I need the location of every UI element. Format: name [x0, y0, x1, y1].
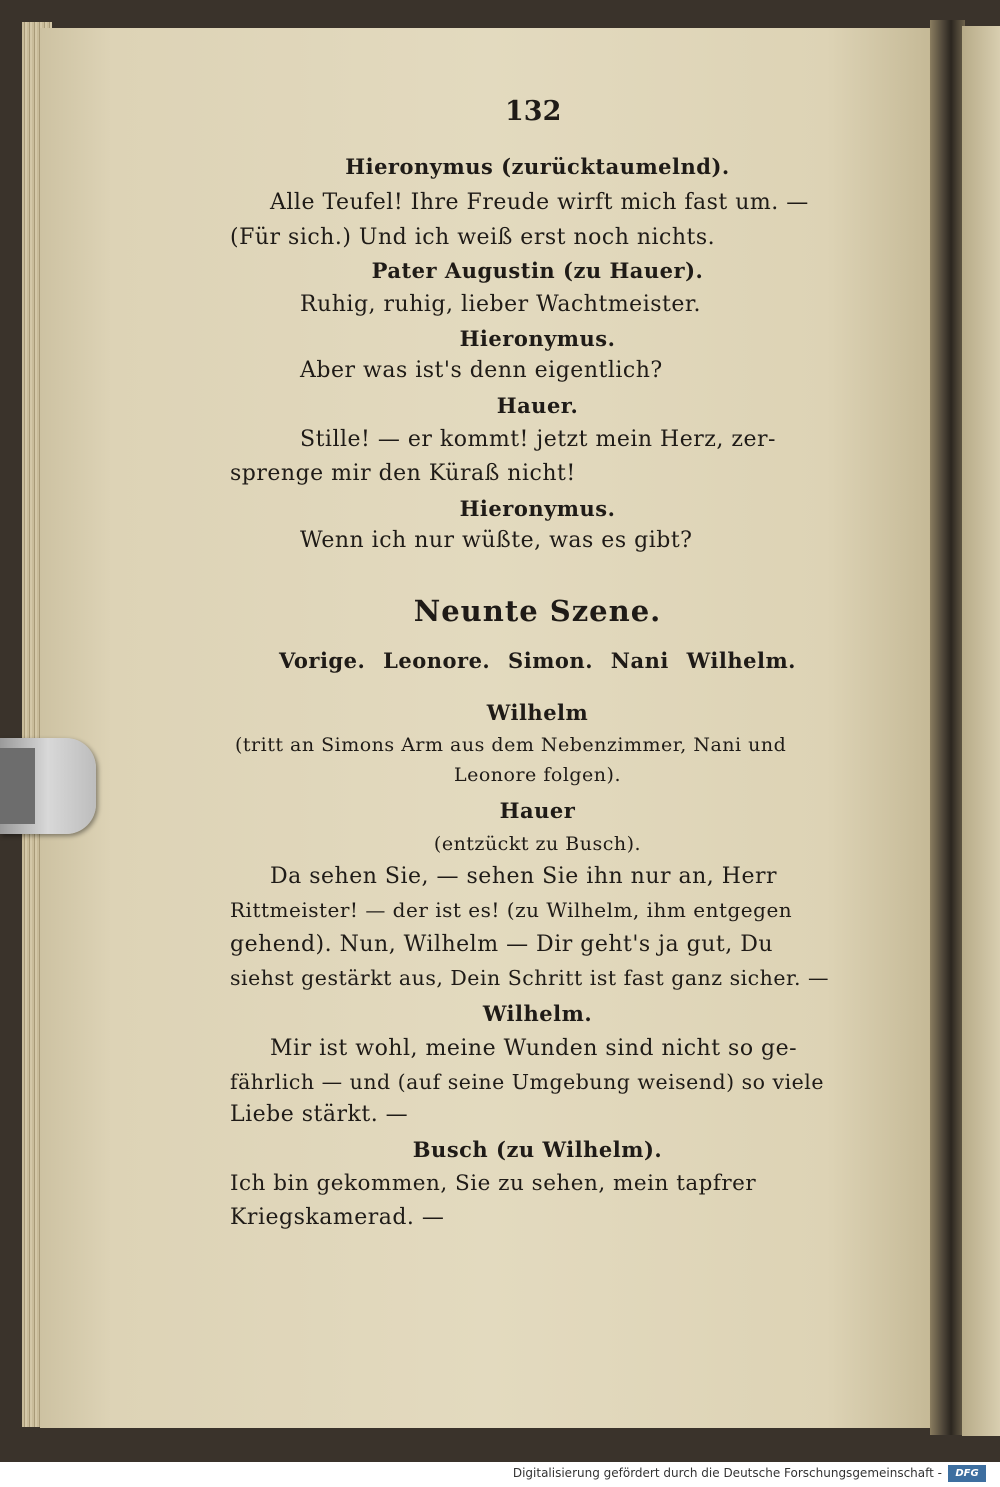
stage-direction: Leonore folgen).: [454, 764, 621, 786]
text-line: Aber was ist's denn eigentlich?: [300, 358, 663, 383]
text-line: Ruhig, ruhig, lieber Wachtmeister.: [300, 292, 701, 317]
text-line: Rittmeister! — der ist es! (zu Wilhelm, ihm entgegen: [230, 898, 793, 922]
speaker-line: Hauer.: [496, 393, 579, 418]
speaker-line: Busch (zu Wilhelm).: [412, 1137, 663, 1162]
page-clip: [0, 738, 96, 834]
text-line: sprenge mir den Küraß nicht!: [230, 461, 576, 486]
speaker-line: Hieronymus.: [459, 326, 616, 351]
text-line: Ich bin gekommen, Sie zu sehen, mein tapfrer: [230, 1171, 757, 1196]
text-line: Liebe stärkt. —: [230, 1102, 409, 1127]
speaker-line: Pater Augustin (zu Hauer).: [371, 258, 704, 283]
speaker-line: Wilhelm: [486, 700, 589, 725]
speaker-line: Hieronymus.: [459, 496, 616, 521]
text-line: Kriegskamerad. —: [230, 1205, 445, 1230]
speaker-line: Wilhelm.: [482, 1001, 593, 1026]
page-number: 132: [505, 96, 562, 127]
scene-roles: Vorige. Leonore. Simon. Nani Wilhelm.: [279, 648, 796, 673]
scene-heading: Neunte Szene.: [413, 594, 662, 628]
footer-credit: Digitalisierung gefördert durch die Deutsche Forschungsgemeinschaft -: [512, 1466, 942, 1480]
speaker-line: Hieronymus (zurücktaumelnd).: [345, 154, 730, 179]
book-gutter: [930, 20, 965, 1435]
text-line: Mir ist wohl, meine Wunden sind nicht so ge-: [270, 1036, 798, 1061]
text-line: siehst gestärkt aus, Dein Schritt ist fast ganz sicher. —: [230, 966, 830, 990]
stage-direction: (tritt an Simons Arm aus dem Nebenzimmer, Nani und: [235, 734, 787, 756]
footer-bar: [0, 1462, 1000, 1487]
speaker-line: Hauer: [499, 798, 576, 823]
page-text: [230, 0, 845, 1300]
text-line: Da sehen Sie, — sehen Sie ihn nur an, Herr: [270, 864, 778, 889]
dfg-logo-icon: DFG: [948, 1465, 986, 1482]
text-line: Stille! — er kommt! jetzt mein Herz, zer-: [300, 427, 776, 452]
stage-direction: (entzückt zu Busch).: [433, 833, 642, 855]
text-line: fährlich — und (auf seine Umgebung weisend) so viele: [230, 1070, 824, 1094]
text-line: (Für sich.) Und ich weiß erst noch nichts.: [230, 225, 716, 250]
text-line: Wenn ich nur wüßte, was es gibt?: [300, 528, 693, 553]
right-page-edge: [962, 26, 1000, 1436]
text-line: gehend). Nun, Wilhelm — Dir geht's ja gut, Du: [230, 932, 774, 957]
text-line: Alle Teufel! Ihre Freude wirft mich fast um. —: [270, 190, 809, 215]
